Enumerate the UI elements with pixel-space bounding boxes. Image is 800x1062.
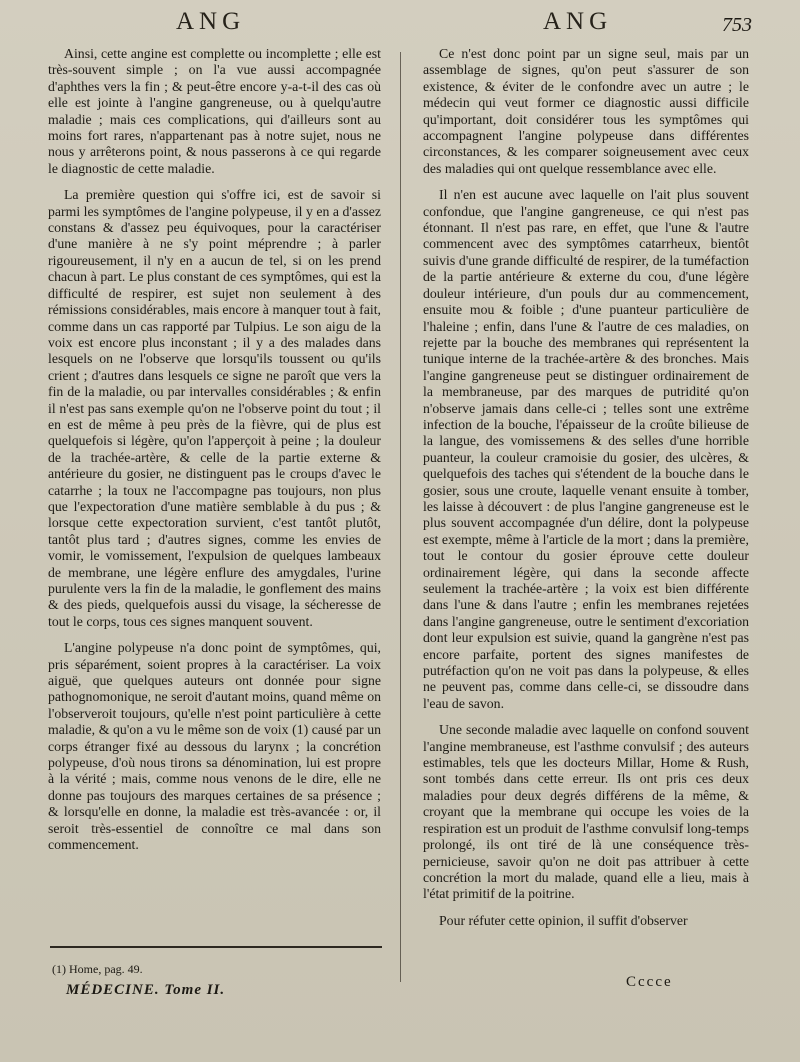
signature-mark: Cccce [626,974,673,990]
right-column [423,46,749,939]
paragraph: Une seconde maladie avec laquelle on confond souvent l'angine membraneuse, est l'asthme convulsif ; des auteurs estimables, tels que les docteurs Millar, Home & Rush, sont tombés dans cette erreur. Ils ont pris ces deux maladies pour deux degrés différens de la même, & croyant que la membrane qui occupe les voies de la respiration est un produit de l'asthme convulsif long-temps prolongé, ils ont tiré de là une conséquence très-pernicieuse, savoir qu'on ne doit pas attribuer à cette concrétion la mort du malade, quand elle a lieu, mais à l'état primitif de la poitrine. [423,722,749,902]
left-column [48,46,381,864]
volume-title: MÉDECINE. Tome II. [66,982,226,998]
paragraph: L'angine polypeuse n'a donc point de symptômes, qui, pris séparément, soient propres à la caractériser. La voix aiguë, que quelques auteurs ont donnée pour signe pathognomonique, ne seroit d'autant moins, quand même on l'observeroit toujours, qu'elle n'est point particulière à cette maladie, & qu'on a vu le même son de voix (1) causé par un corps étranger fixé au dessous du larynx ; la concrétion polypeuse, d'où nous tirons sa dénomination, lui est propre à la vérité ; mais, comme nous venons de le dire, elle ne donne pas toujours des marques certaines de sa présence ; & lorsqu'elle en donne, la maladie est très-avancée : or, il seroit très-essentiel de connoître ce mal dans son commencement. [48,640,381,853]
paragraph: Il n'en est aucune avec laquelle on l'ait plus souvent confondue, que l'angine gangreneuse, ce qui n'est pas étonnant. Il n'est pas rare, en effet, que l'une & l'autre commencent avec des symptômes catarrheux, bientôt suivis d'une grande difficulté de respirer, de la tuméfaction de la partie antérieure & externe du cou, d'une légère douleur intérieure, d'un pouls dur au commencement, ensuite mou & foible ; d'une puanteur particulière de l'haleine ; enfin, dans l'une & l'autre de ces maladies, on rejette par la bouche des membranes qui représentent la tunique interne de la trachée-artère & des bronches. Mais l'angine gangreneuse peut se distinguer ordinairement de la membraneuse, par des marques de putridité qu'on n'observe jamais dans celle-ci ; telles sont une extrême infection de la bouche, l'épaisseur de la croûte bilieuse de la langue, des vomissemens & des selles d'une horrible puanteur, la couleur cramoisie du gosier, des ulcères, & quelquefois des taches qui s'étendent de la bouche dans le gosier, sous une croute, laquelle venant ensuite à tomber, les laisse à découvert : de plus l'angine gangreneuse est le plus souvent accompagnée d'un délire, dont la polypeuse est exempte, même à l'article de la mort ; dans la première, tout le contour du gosier éprouve cette douleur ordinairement légère, qui dans la seconde affecte seulement la trachée-artère ; la voix est bien différente dans l'une & dans l'autre ; enfin les membranes rejetées dans l'angine gangreneuse, outre le sentiment d'excoriation dont leur expulsion est suivie, quand la gangrène n'est pas encore parfaite, portent des signes manifestes de putréfaction qu'on ne voit pas dans la polypeuse, & elles ne peuvent pas, comme dans celle-ci, se dissoudre dans l'eau de savon. [423,187,749,711]
header-left-word: ANG [176,8,246,35]
footnote: (1) Home, pag. 49. [52,962,143,976]
column-divider [400,52,401,982]
running-header [0,8,800,42]
paragraph: Ainsi, cette angine est complette ou incomplette ; elle est très-souvent simple ; on l'a vue aussi accompagnée d'aphthes vers la fin ; & peut-être encore y-a-t-il des cas où elle est jointe à l'angine gangreneuse, ou à quelqu'autre maladie ; mais ces complications, qui d'ailleurs sont au moins fort rares, n'appartenant pas à notre sujet, nous ne nous y arrêterons point, & nous passerons à ce qui regarde le diagnostic de cette maladie. [48,46,381,176]
paragraph: La première question qui s'offre ici, est de savoir si parmi les symptômes de l'angine polypeuse, il y en a d'assez constans & d'assez peu équivoques, pour la caractériser d'une manière à ne s'y point méprendre ; à parler rigoureusement, il n'y en a aucun de tel, si on les prend chacun à part. Le plus constant de ces symptômes, qui est la difficulté de respirer, est sujet non seulement à des rémissions considérables, mais encore à manquer tout à fait, comme dans un cas rapporté par Tulpius. Le son aigu de la voix est encore plus inconstant ; il y a des malades dans lesquels on ne l'observe que lorsqu'ils toussent ou qu'ils crient ; d'autres dans lesquels ce signe ne paroît que vers la fin de la maladie, ou par intervalles considérables ; & enfin il n'est pas sans exemple qu'on ne l'observe point du tout ; il en est de même à peu près de la fièvre, qui de plus est quelquefois si légère, qu'on l'apperçoit à peine ; la douleur de la trachée-artère, & celle de la partie externe & antérieure du gosier, ne distinguent pas le croups d'avec le catarrhe ; la toux ne l'accompagne pas toujours, non plus que l'expectoration d'une matière semblable à du pus ; & lorsque cette expectoration survient, c'est tantôt plutôt, tantôt plus tard ; d'autres signes, comme les envies de vomir, le vomissement, l'expulsion de quelques lambeaux de membrane, une légère enflure des amygdales, l'urine purulente vers la fin de la maladie, le gonflement des mains & des pieds, quelquefois aussi du visage, la sécheresse de tout le corps, tous ces signes manquent souvent. [48,187,381,629]
paragraph: Ce n'est donc point par un signe seul, mais par un assemblage de signes, qu'on peut s'assurer de son existence, & éviter de le confondre avec un autre ; le médecin qui veut former ce diagnostic aussi difficile qu'important, doit considérer tous les symptômes qui accompagnent l'angine polypeuse dans différentes circonstances, & les comparer soigneusement avec ceux des maladies qui ont quelque ressemblance avec elle. [423,46,749,176]
header-right-word: ANG [543,8,613,35]
footnote-rule [50,946,382,948]
paragraph: Pour réfuter cette opinion, il suffit d'observer [439,912,688,928]
page-number: 753 [722,14,752,36]
